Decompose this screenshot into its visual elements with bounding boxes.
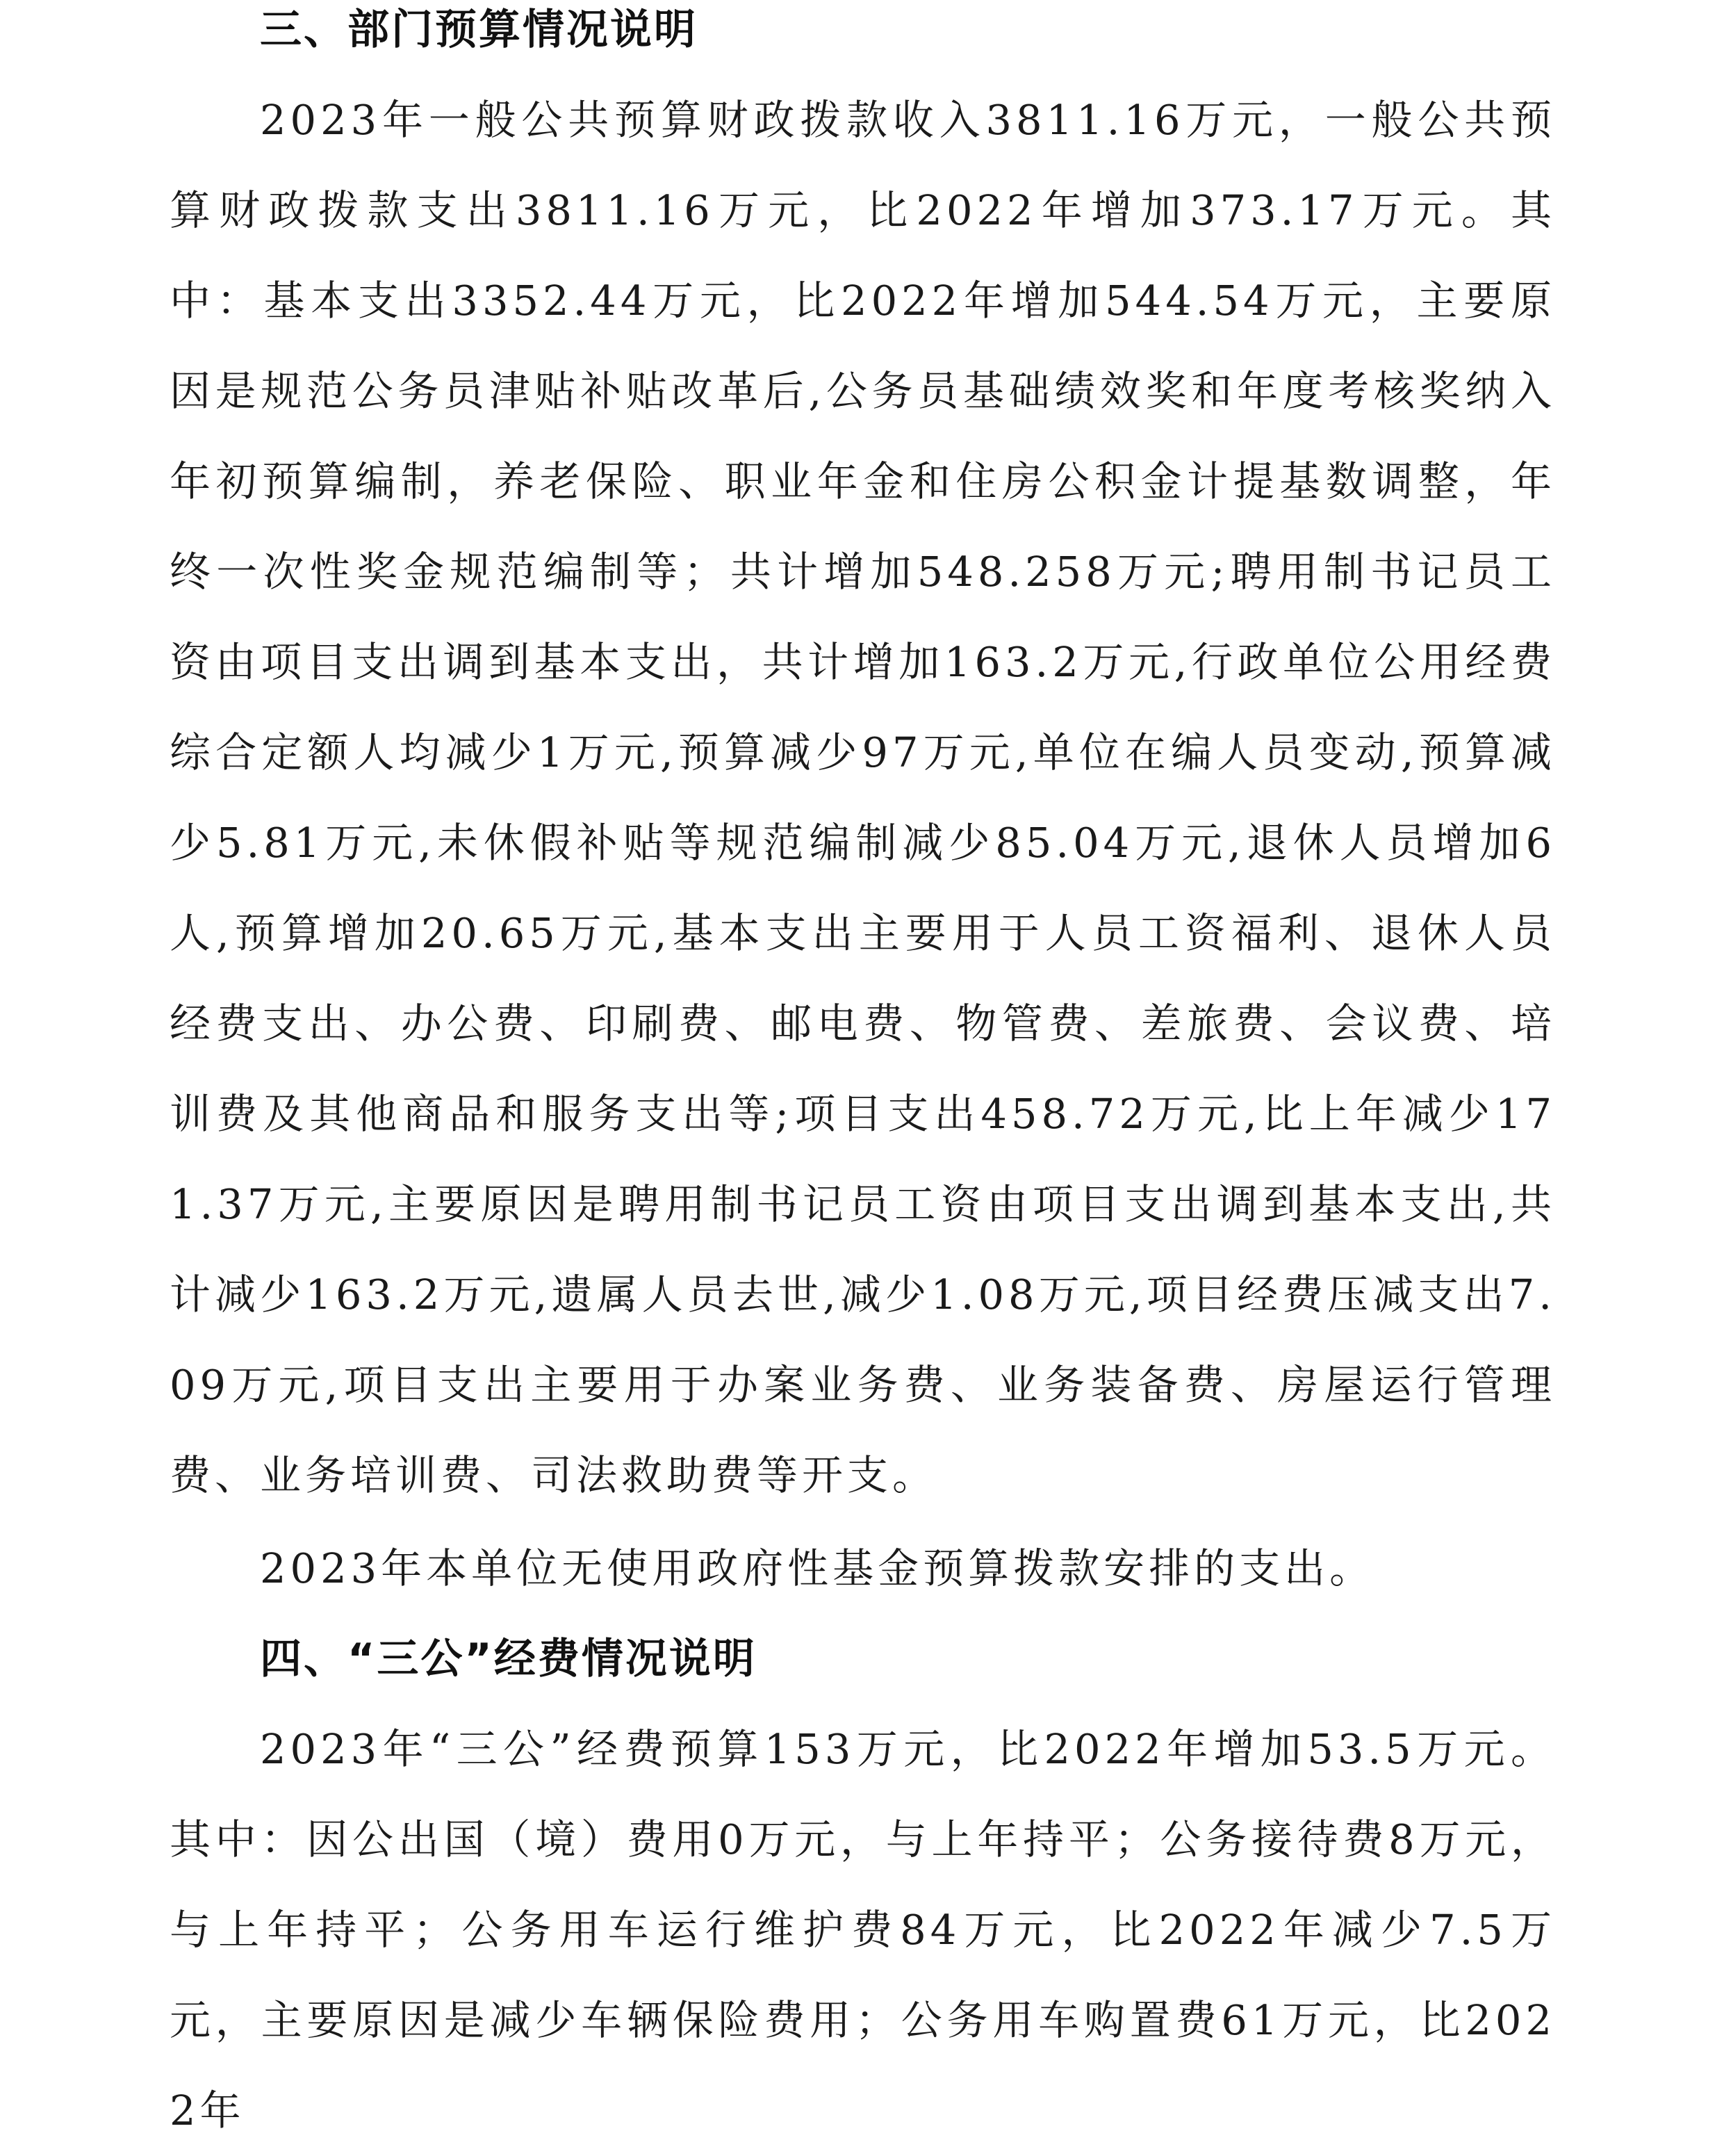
section-4-paragraph-1: 2023年“三公”经费预算153万元，比2022年增加53.5万元。其中：因公出国（境）费用0万元，与上年持平；公务接待费8万元，与上年持平；公务用车运行维护费84万元，比2022年减少7.5万元，主要原因是减少车辆保险费用；公务用车购置费61万元，比2022年 [170, 1725, 1556, 2134]
document-page [170, 0, 1556, 2134]
section-4-heading: 四、“三公”经费情况说明 [260, 1635, 757, 1683]
section-3-paragraph-1: 2023年一般公共预算财政拨款收入3811.16万元，一般公共预算财政拨款支出3811.16万元，比2022年增加373.17万元。其中：基本支出3352.44万元，比2022年增加544.54万元，主要原因是规范公务员津贴补贴改革后,公务员基础绩效奖和年度考核奖纳入年初预算编制，养老保险、职业年金和住房公积金计提基数调整，年终一次性奖金规范编制等；共计增加548.258万元;聘用制书记员工资由项目支出调到基本支出，共计增加163.2万元,行政单位公用经费综合定额人均减少1万元,预算减少97万元,单位在编人员变动,预算减少5.81万元,未休假补贴等规范编制减少85.04万元,退休人员增加6人,预算增加20.65万元,基本支出主要用于人员工资福利、退休人员经费支出、办公费、印刷费、邮电费、物管费、差旅费、会议费、培训费及其他商品和服务支出等;项目支出458.72万元,比上年减少171.37万元,主要原因是聘用制书记员工资由项目支出调到基本支出,共计减少163.2万元,遗属人员去世,减少1.08万元,项目经费压减支出7.09万元,项目支出主要用于办案业务费、业务装备费、房屋运行管理费、业务培训费、司法救助费等开支。 [170, 96, 1556, 1499]
section-3-heading: 三、部门预算情况说明 [260, 6, 698, 54]
section-3-paragraph-2: 2023年本单位无使用政府性基金预算拨款安排的支出。 [260, 1544, 1375, 1592]
